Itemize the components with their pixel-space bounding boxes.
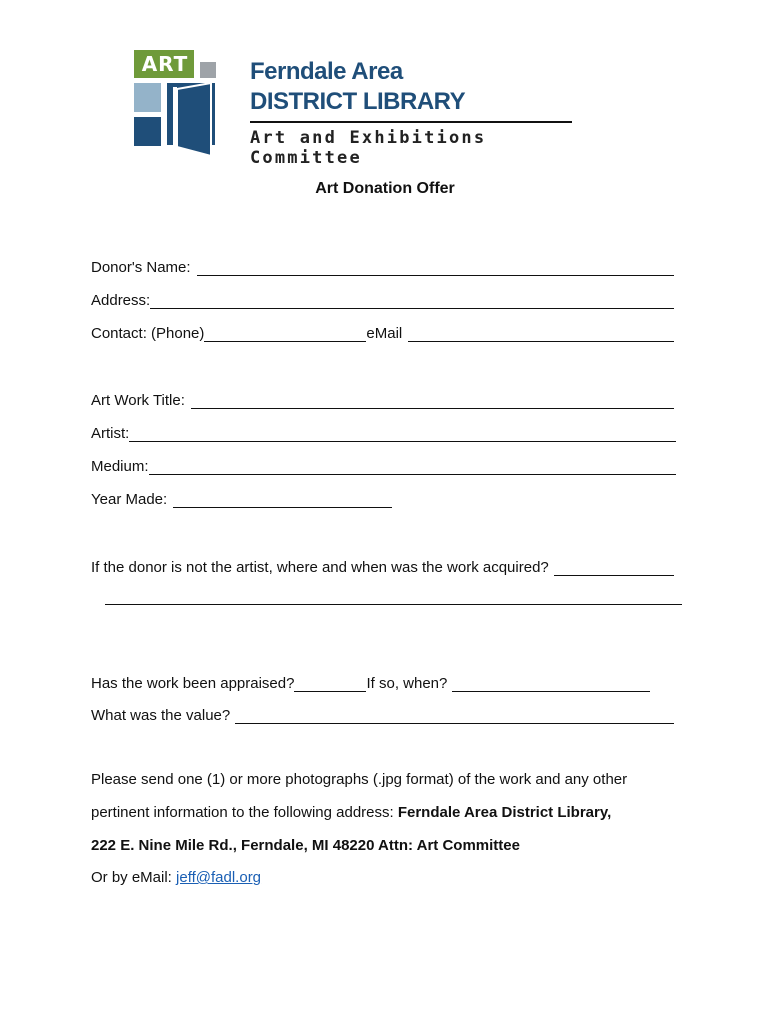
if-so-when-label: If so, when? (366, 675, 448, 692)
acquired-label: If the donor is not the artist, where and when was the work acquired? (91, 559, 549, 576)
email-link[interactable]: jeff@fadl.org (176, 869, 262, 886)
artist-field[interactable] (129, 425, 676, 442)
email-field[interactable] (408, 325, 674, 342)
email-label: eMail (366, 325, 403, 342)
artist-row (91, 420, 676, 442)
medium-label: Medium: (91, 458, 149, 475)
art-title-label: Art Work Title: (91, 392, 185, 409)
appraised-field[interactable] (294, 675, 366, 692)
logo-art-badge: ART (141, 52, 189, 76)
library-name: Ferndale Area District Library, (397, 804, 612, 821)
logo-name-line2: DISTRICT LIBRARY (250, 88, 466, 115)
logo-navy-square (134, 117, 161, 146)
year-made-label: Year Made: (91, 491, 168, 508)
logo-committee: Art and Exhibitions Committee (250, 128, 487, 168)
logo-name-line1: Ferndale Area (250, 58, 403, 85)
acquired-field[interactable] (554, 559, 674, 576)
logo-lightblue-square (134, 83, 161, 112)
library-logo (134, 48, 574, 168)
library-address: 222 E. Nine Mile Rd., Ferndale, MI 48220 Attn: Art Committee (91, 837, 520, 854)
address-field[interactable] (150, 292, 674, 309)
email-prefix: Or by eMail: (91, 869, 177, 886)
instructions-line2 (91, 804, 691, 821)
phone-field[interactable] (204, 325, 366, 342)
instructions-line2-text: pertinent information to the following address: (91, 804, 398, 821)
year-made-field[interactable] (173, 491, 392, 508)
art-title-row (91, 387, 676, 409)
door-icon (167, 83, 215, 156)
phone-label: Contact: (Phone) (91, 325, 205, 342)
address-row (91, 287, 676, 309)
year-made-row (91, 486, 676, 508)
instructions-line1: Please send one (1) or more photographs (.jpg format) of the work and any other (91, 771, 628, 788)
contact-row (91, 320, 676, 342)
value-row (91, 702, 676, 724)
logo-mark (134, 48, 218, 158)
appraised-label: Has the work been appraised? (91, 675, 295, 692)
form-title: Art Donation Offer (315, 180, 455, 197)
acquired-row (91, 554, 676, 576)
value-label: What was the value? (91, 707, 231, 724)
value-field[interactable] (235, 707, 674, 724)
medium-row (91, 453, 676, 475)
address-label: Address: (91, 292, 151, 309)
logo-divider (250, 121, 572, 123)
medium-field[interactable] (149, 458, 676, 475)
art-title-field[interactable] (191, 392, 674, 409)
artist-label: Artist: (91, 425, 130, 442)
logo-gray-square (200, 62, 216, 78)
appraised-row (91, 670, 676, 692)
donor-name-row (91, 254, 676, 276)
email-contact-line (91, 869, 691, 886)
acquired-field-continuation[interactable] (105, 604, 682, 605)
donor-name-label: Donor's Name: (91, 259, 191, 276)
appraised-when-field[interactable] (452, 675, 650, 692)
donor-name-field[interactable] (197, 259, 674, 276)
